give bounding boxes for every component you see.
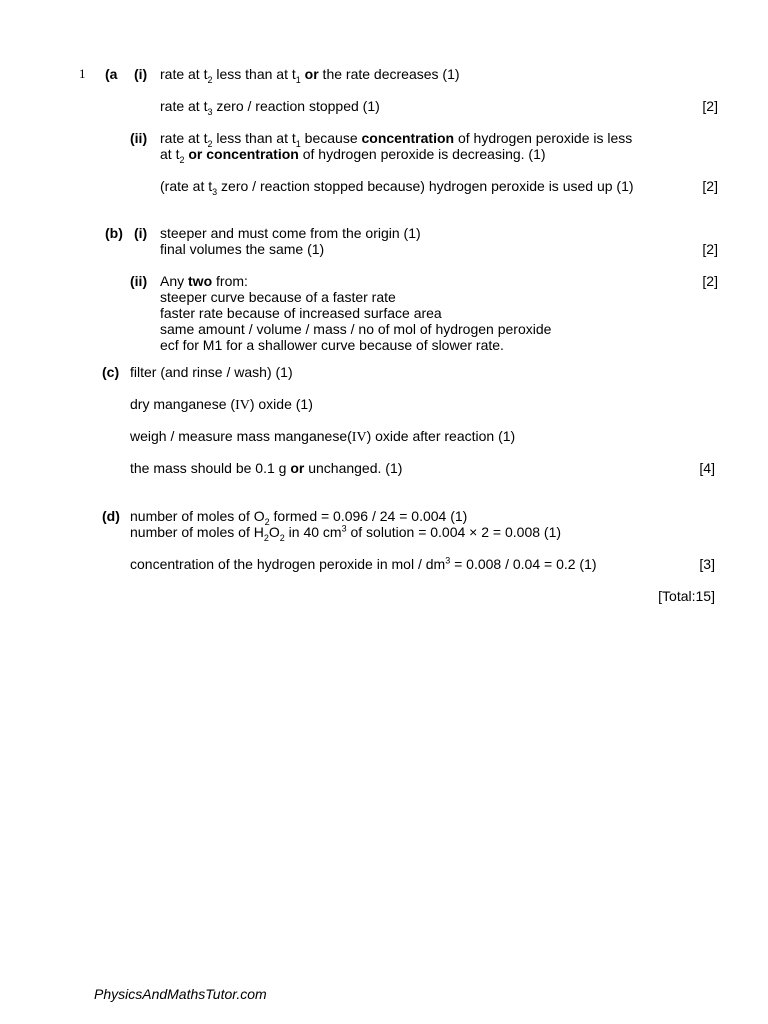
part-b-ii-mark: [2] (702, 273, 718, 289)
part-b-i-mark: [2] (702, 241, 718, 257)
part-b-i-line1: steeper and must come from the origin (1) (160, 225, 421, 241)
part-c-line1: filter (and rinse / wash) (1) (130, 364, 293, 380)
part-b-ii-line1: Any two from: (160, 273, 248, 289)
part-c-line3: weigh / measure mass manganese(IV) oxide after reaction (1) (130, 428, 516, 445)
part-d-line2: number of moles of $H_2O_2$ in 40 $cm^3$ of solution = 0.004 × 2 = 0.008 (1) (130, 523, 562, 543)
part-a-ii-line2: at $t_2$ or concentration of hydrogen peroxide is decreasing. (1) (160, 146, 546, 165)
footer-watermark: PhysicsAndMathsTutor.com (94, 986, 267, 1002)
part-a-i-line1: rate at $t_2$ less than at $t_1$ or the rate decreases (1) (160, 66, 460, 85)
list-item: faster rate because of increased surface area (160, 305, 442, 321)
list-item: ecf for M1 for a shallower curve because of slower rate. (160, 337, 504, 353)
part-a-i-mark: [2] (702, 98, 718, 114)
part-b-ii-label: (ii) (130, 273, 148, 289)
part-b-i-label: (i) (134, 225, 148, 241)
part-c-mark: [4] (699, 460, 715, 476)
part-c-label: (c) (102, 364, 120, 380)
total-marks: [Total:15] (658, 588, 715, 604)
question-number: 1 (79, 66, 86, 81)
part-a-label: (a (105, 66, 118, 82)
list-item: steeper curve because of a faster rate (160, 289, 396, 305)
part-b-i-line2: final volumes the same (1) (160, 241, 325, 257)
part-d-label: (d) (102, 508, 120, 524)
part-a-i-label: (i) (134, 66, 148, 82)
part-a-ii-label: (ii) (130, 130, 148, 146)
part-a-ii-line1: rate at $t_2$ less than at $t_1$ because concentration of hydrogen peroxide is less (160, 130, 633, 149)
part-a-ii-mark: [2] (702, 178, 718, 194)
list-item: same amount / volume / mass / no of mol of hydrogen peroxide (160, 321, 552, 337)
part-b-label: (b) (105, 225, 123, 241)
part-d-line1: number of moles of $O_2$ formed = 0.096 / 24 = 0.004 (1) (130, 508, 468, 527)
part-c-line2: dry manganese (IV) oxide (1) (130, 396, 313, 413)
part-a-i-line2: rate at $t_3$ zero / reaction stopped (1) (160, 98, 380, 117)
part-c-line4: the mass should be 0.1 g or unchanged. (1) (130, 460, 403, 476)
part-a-ii-line3: (rate at $t_3$ zero / reaction stopped because) hydrogen peroxide is used up (1) (160, 178, 634, 197)
part-d-line3: concentration of the hydrogen peroxide in mol / $dm^3 = 0.008 / 0.04 = 0.2$ (1) (130, 555, 597, 572)
part-d-mark: [3] (699, 556, 715, 572)
